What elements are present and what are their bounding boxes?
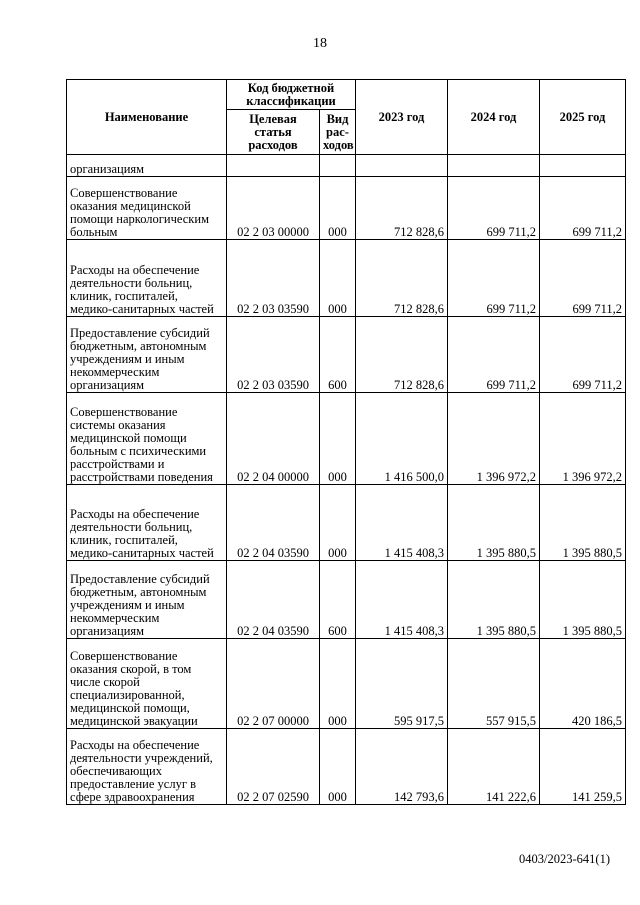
table-row (67, 561, 626, 639)
header-name: Наименование (67, 80, 227, 155)
header-type: Вид рас-ходов (320, 110, 356, 155)
table-row (67, 240, 626, 317)
row-2023 (356, 155, 448, 177)
row-2025: 1 395 880,5 (540, 561, 626, 639)
row-2025 (540, 155, 626, 177)
row-name: Совершенствование системы оказания медицинской помощи больным с психическими расстройствами и расстройствами поведения (67, 393, 227, 485)
row-code: 02 2 07 00000 (227, 639, 320, 729)
row-2024: 1 395 880,5 (448, 561, 540, 639)
budget-table (66, 79, 626, 805)
row-type: 000 (320, 485, 356, 561)
row-code: 02 2 04 03590 (227, 561, 320, 639)
row-2025: 1 395 880,5 (540, 485, 626, 561)
row-2025: 141 259,5 (540, 729, 626, 805)
row-code: 02 2 07 02590 (227, 729, 320, 805)
table-row (67, 393, 626, 485)
header-target: Целевая статья расходов (227, 110, 320, 155)
row-name: Предоставление субсидий бюджетным, автономным учреждениям и иным некоммерческим организациям (67, 317, 227, 393)
row-2024: 1 396 972,2 (448, 393, 540, 485)
row-type: 000 (320, 393, 356, 485)
table-row (67, 729, 626, 805)
header-code-group: Код бюджетной классификации (227, 80, 356, 110)
row-name: организациям (67, 155, 227, 177)
row-2023: 712 828,6 (356, 177, 448, 240)
row-code: 02 2 04 03590 (227, 485, 320, 561)
table-row (67, 317, 626, 393)
row-2025: 420 186,5 (540, 639, 626, 729)
table-row (67, 177, 626, 240)
row-code (227, 155, 320, 177)
row-type: 600 (320, 561, 356, 639)
row-code: 02 2 03 03590 (227, 240, 320, 317)
row-code: 02 2 04 00000 (227, 393, 320, 485)
row-2024: 1 395 880,5 (448, 485, 540, 561)
row-2024: 141 222,6 (448, 729, 540, 805)
row-code: 02 2 03 03590 (227, 317, 320, 393)
row-type (320, 155, 356, 177)
row-2024: 699 711,2 (448, 240, 540, 317)
row-name: Расходы на обеспечение деятельности больниц, клиник, госпиталей, медико-санитарных частей (67, 485, 227, 561)
row-code: 02 2 03 00000 (227, 177, 320, 240)
row-name: Совершенствование оказания медицинской помощи наркологическим больным (67, 177, 227, 240)
table-row (67, 155, 626, 177)
row-2023: 595 917,5 (356, 639, 448, 729)
page-number: 18 (313, 36, 327, 51)
document-code: 0403/2023-641(1) (519, 852, 610, 866)
row-2024: 557 915,5 (448, 639, 540, 729)
row-type: 000 (320, 639, 356, 729)
row-type: 600 (320, 317, 356, 393)
table-row (67, 485, 626, 561)
row-2025: 699 711,2 (540, 317, 626, 393)
row-type: 000 (320, 177, 356, 240)
row-2023: 142 793,6 (356, 729, 448, 805)
row-2023: 1 416 500,0 (356, 393, 448, 485)
row-name: Расходы на обеспечение деятельности учреждений, обеспечивающих предоставление услуг в сфере здравоохранения (67, 729, 227, 805)
row-2025: 699 711,2 (540, 177, 626, 240)
row-2025: 699 711,2 (540, 240, 626, 317)
header-2024: 2024 год (448, 80, 540, 155)
row-2024: 699 711,2 (448, 177, 540, 240)
row-2024: 699 711,2 (448, 317, 540, 393)
row-name: Совершенствование оказания скорой, в том числе скорой специализированной, медицинской помощи, медицинской эвакуации (67, 639, 227, 729)
row-type: 000 (320, 729, 356, 805)
row-2024 (448, 155, 540, 177)
table-row (67, 639, 626, 729)
row-2023: 712 828,6 (356, 240, 448, 317)
row-2023: 1 415 408,3 (356, 485, 448, 561)
header-2023: 2023 год (356, 80, 448, 155)
row-name: Расходы на обеспечение деятельности больниц, клиник, госпиталей, медико-санитарных частей (67, 240, 227, 317)
row-2023: 712 828,6 (356, 317, 448, 393)
row-2023: 1 415 408,3 (356, 561, 448, 639)
header-2025: 2025 год (540, 80, 626, 155)
row-2025: 1 396 972,2 (540, 393, 626, 485)
row-name: Предоставление субсидий бюджетным, автономным учреждениям и иным некоммерческим организациям (67, 561, 227, 639)
row-type: 000 (320, 240, 356, 317)
